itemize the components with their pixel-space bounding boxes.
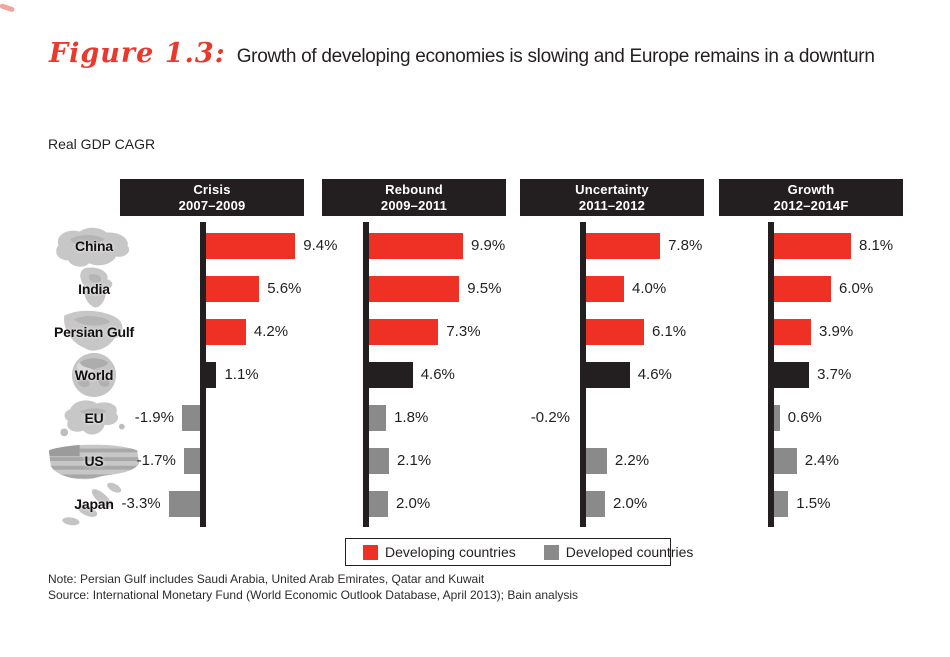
figure-number-label: Figure 1.3: — [49, 38, 226, 69]
bar-eu-growth — [774, 405, 780, 431]
value-label: 9.5% — [467, 280, 502, 297]
bar-japan-crisis — [169, 491, 200, 517]
red-square-swatch-icon — [363, 545, 378, 560]
panel-years: 2011–2012 — [578, 198, 646, 213]
value-label: -0.2% — [530, 409, 570, 426]
row-label-world — [28, 351, 160, 399]
value-label: 2.1% — [396, 452, 432, 469]
value-label: 3.7% — [817, 366, 852, 383]
panel-phase: Rebound — [385, 182, 443, 197]
panel-years: 2012–2014F — [773, 198, 849, 213]
category-label: US — [84, 453, 104, 469]
bar-world-growth — [774, 362, 809, 388]
bar-world-rebound — [369, 362, 413, 388]
value-label: 5.6% — [267, 280, 302, 297]
bar-china-growth — [774, 233, 851, 259]
value-label: 1.8% — [394, 409, 429, 426]
value-label: 4.2% — [253, 323, 289, 340]
category-label: EU — [84, 410, 104, 426]
bar-japan-rebound — [369, 491, 388, 517]
legend-label-developing: Developing countries — [385, 544, 516, 560]
bar-us-crisis — [184, 448, 200, 474]
bar-persian-gulf-uncertainty — [586, 319, 644, 345]
value-label: 6.0% — [839, 280, 874, 297]
value-label: 2.0% — [613, 495, 648, 512]
value-label: 3.9% — [819, 323, 854, 340]
value-label: 1.1% — [224, 366, 259, 383]
value-label: 0.6% — [787, 409, 822, 426]
bar-world-uncertainty — [586, 362, 630, 388]
panel-phase: Growth — [787, 182, 835, 197]
value-label: 7.3% — [446, 323, 481, 340]
panel-header-uncertainty — [520, 179, 704, 216]
row-label-india — [28, 265, 160, 313]
row-label-persian-gulf — [28, 308, 160, 356]
value-label: 6.1% — [651, 323, 687, 340]
note-line: Note: Persian Gulf includes Saudi Arabia, United Arab Emirates, Qatar and Kuwait — [48, 572, 485, 586]
value-label: -1.9% — [134, 409, 174, 426]
value-label: 4.6% — [420, 366, 455, 383]
value-label: 1.5% — [796, 495, 831, 512]
gray-square-swatch-icon — [544, 545, 559, 560]
figure-footnotes — [48, 571, 578, 603]
panel-phase: Uncertainty — [575, 182, 649, 197]
bar-us-growth — [774, 448, 797, 474]
bar-india-uncertainty — [586, 276, 624, 302]
value-label: 4.0% — [632, 280, 667, 297]
bar-us-uncertainty — [586, 448, 607, 474]
legend-item-developed — [544, 544, 694, 560]
bar-persian-gulf-growth — [774, 319, 811, 345]
value-label: 2.4% — [804, 452, 839, 469]
bar-china-uncertainty — [586, 233, 660, 259]
value-label: 9.9% — [471, 237, 506, 254]
category-label: Japan — [74, 496, 114, 512]
value-label: 9.4% — [303, 237, 338, 254]
row-label-china — [28, 222, 160, 270]
panel-header-crisis — [120, 179, 304, 216]
bar-india-rebound — [369, 276, 459, 302]
bar-india-crisis — [206, 276, 259, 302]
bar-us-rebound — [369, 448, 389, 474]
bar-china-crisis — [206, 233, 295, 259]
bar-china-rebound — [369, 233, 463, 259]
axis-unit-label: Real GDP CAGR — [48, 136, 156, 152]
panel-years: 2009–2011 — [380, 198, 448, 213]
value-label: 4.6% — [637, 366, 672, 383]
value-label: -1.7% — [136, 452, 176, 469]
panel-header-growth — [719, 179, 903, 216]
panel-header-rebound — [322, 179, 506, 216]
category-label: World — [74, 367, 114, 383]
source-line: Source: International Monetary Fund (World Economic Outlook Database, April 2013); Bain analysis — [48, 588, 579, 602]
chart-legend — [345, 538, 694, 566]
bar-persian-gulf-rebound — [369, 319, 438, 345]
bar-india-growth — [774, 276, 831, 302]
value-label: 2.2% — [614, 452, 650, 469]
bar-persian-gulf-crisis — [206, 319, 246, 345]
bar-world-crisis — [206, 362, 216, 388]
value-label: 7.8% — [668, 237, 703, 254]
value-label: 8.1% — [858, 237, 894, 254]
bar-japan-uncertainty — [586, 491, 605, 517]
panel-phase: Crisis — [193, 182, 231, 197]
category-label: Persian Gulf — [53, 324, 135, 340]
category-label: India — [78, 281, 110, 297]
value-label: 2.0% — [396, 495, 431, 512]
legend-item-developing — [363, 544, 516, 560]
bar-japan-growth — [774, 491, 788, 517]
panel-years: 2007–2009 — [178, 198, 246, 213]
figure-title-text: Growth of developing economies is slowing and Europe remains in a downturn — [236, 46, 875, 67]
value-label: -3.3% — [121, 495, 161, 512]
legend-label-developed: Developed countries — [565, 544, 694, 560]
category-label: China — [75, 238, 113, 254]
